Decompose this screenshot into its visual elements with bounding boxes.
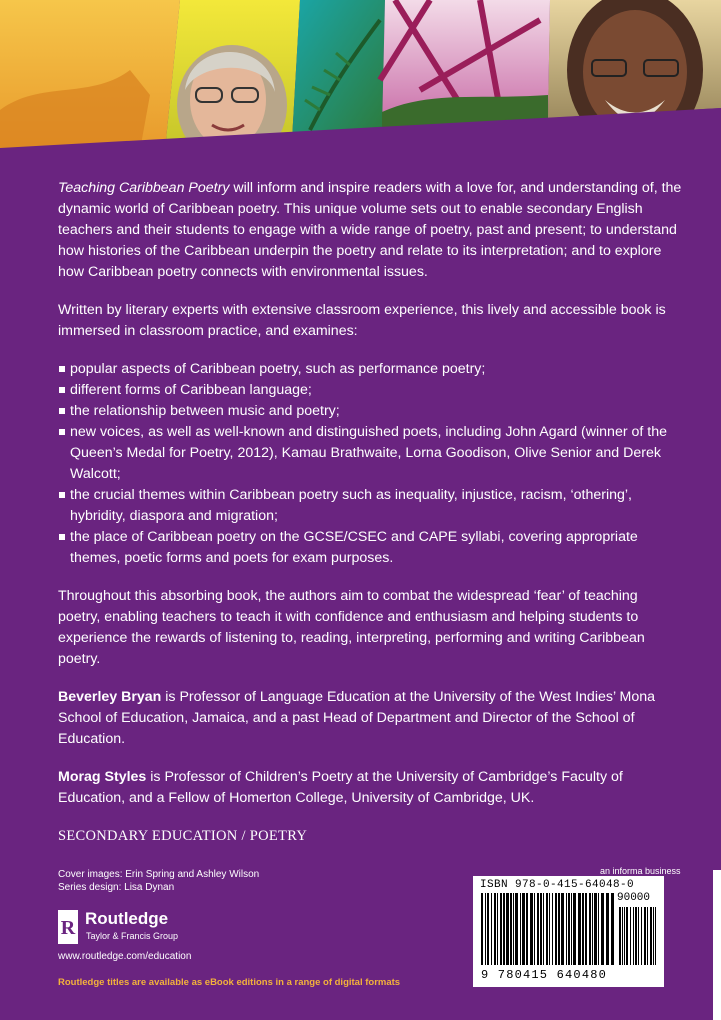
- list-item: different forms of Caribbean language;: [58, 380, 683, 401]
- informa-tagline: an informa business: [600, 866, 681, 876]
- barcode-bar: [578, 893, 581, 965]
- barcode-bar: [487, 893, 489, 965]
- barcode-bar: [491, 893, 492, 965]
- author-name: Morag Styles: [58, 769, 147, 785]
- barcode-bar: [555, 893, 557, 965]
- barcode-bar: [598, 893, 599, 965]
- barcode-bar: [611, 893, 614, 965]
- barcode-bar: [506, 893, 509, 965]
- series-design-credit: Series design: Lisa Dynan: [58, 882, 175, 893]
- list-item: the relationship between music and poetry;: [58, 401, 683, 422]
- logo-letter: R: [60, 917, 76, 939]
- price-addon: 90000: [617, 892, 651, 904]
- isbn-text: ISBN 978-0-415-64048-0: [480, 879, 635, 891]
- barcode-bar: [568, 893, 570, 965]
- addon-bar: [624, 907, 625, 965]
- list-item: new voices, as well as well-known and distinguished poets, including John Agard (winner of the Queen’s Medal for Poetry, 2012), Kamau Brathwaite, Lorna Goodison, Olive Senior and Derek Walcott;: [58, 422, 683, 485]
- addon-bar: [650, 907, 652, 965]
- barcode-bar: [510, 893, 512, 965]
- barcode-bar: [515, 893, 518, 965]
- addon-bar: [630, 907, 631, 965]
- barcode-bar: [522, 893, 525, 965]
- intro-text: will inform and inspire readers with a love for, and understanding of, the dynamic world of Caribbean poetry. This unique volume sets out to enable secondary English teachers and their students to engage with a wide range of poetry, past and present; to understand how histories of the Caribbean underpin the poetry and relate to its interpretation; and to explore how Caribbean poetry connects with environmental issues.: [58, 180, 682, 280]
- barcode-bar: [582, 893, 584, 965]
- addon-bar: [641, 907, 642, 965]
- barcode-bar: [589, 893, 591, 965]
- routledge-logo-icon: [58, 910, 78, 944]
- barcode-bar: [503, 893, 505, 965]
- cover-images-credit: Cover images: Erin Spring and Ashley Wilson: [58, 869, 260, 880]
- isbn-barcode: [473, 876, 664, 987]
- barcode-bar: [537, 893, 539, 965]
- ean-number: 9 780415 640480: [481, 968, 608, 982]
- addon-bar: [622, 907, 623, 965]
- barcode-bar: [571, 893, 572, 965]
- classroom-paragraph: Written by literary experts with extensive classroom experience, this lively and accessible book is immersed in classroom practice, and examines:: [58, 302, 666, 339]
- barcode-bar: [573, 893, 576, 965]
- publisher-name: Routledge: [85, 909, 169, 928]
- addon-bar: [619, 907, 621, 965]
- author-bio-text: is Professor of Children’s Poetry at the University of Cambridge’s Faculty of Education, and a Fellow of Homerton College, University of Cambridge, UK.: [58, 769, 623, 806]
- author-name: Beverley Bryan: [58, 689, 162, 705]
- ebook-note: Routledge titles are available as eBook editions in a range of digital formats: [58, 977, 401, 988]
- barcode-bar: [540, 893, 542, 965]
- barcode-bar: [552, 893, 553, 965]
- addon-bar: [653, 907, 654, 965]
- author-bio: [58, 767, 683, 809]
- barcode-bar: [485, 893, 486, 965]
- addon-bar: [626, 907, 628, 965]
- barcode-bar: [561, 893, 564, 965]
- addon-bar: [635, 907, 637, 965]
- barcode-bar: [546, 893, 548, 965]
- barcode-bar: [594, 893, 597, 965]
- publisher-group: Taylor & Francis Group: [86, 931, 179, 941]
- closing-paragraph: Throughout this absorbing book, the authors aim to combat the widespread ‘fear’ of teaching poetry, enabling teachers to teach it with confidence and enthusiasm and helping students to experience the rewards of listening to, reading, interpreting, performing and writing Caribbean poetry.: [58, 588, 645, 667]
- book-title: Teaching Caribbean Poetry: [58, 180, 230, 196]
- list-item: the place of Caribbean poetry on the GCSE/CSEC and CAPE syllabi, covering appropriate themes, poetic forms and poets for exam purposes.: [58, 527, 683, 569]
- barcode-bar: [549, 893, 550, 965]
- image-credits: [58, 868, 259, 894]
- barcode-bar: [543, 893, 544, 965]
- barcode-bar: [585, 893, 587, 965]
- author-bio-text: is Professor of Language Education at the University of the West Indies’ Mona School of Education, Jamaica, and a past Head of Department and Director of the School of Education.: [58, 689, 656, 747]
- barcode-bar: [558, 893, 560, 965]
- topics-list: [58, 359, 683, 569]
- cover-photo-banner: [0, 0, 721, 165]
- barcode-bar: [494, 893, 496, 965]
- list-item: popular aspects of Caribbean poetry, such as performance poetry;: [58, 359, 683, 380]
- barcode-bar: [481, 893, 483, 965]
- barcode-bar: [497, 893, 498, 965]
- addon-bar: [644, 907, 646, 965]
- barcode-bar: [534, 893, 535, 965]
- list-item: the crucial themes within Caribbean poetry such as inequality, injustice, racism, ‘othering’, hybridity, diaspora and migration;: [58, 485, 683, 527]
- addon-bar: [655, 907, 656, 965]
- barcode-bar: [566, 893, 567, 965]
- barcode-bar: [530, 893, 533, 965]
- barcode-bar: [592, 893, 593, 965]
- barcode-bar: [513, 893, 514, 965]
- barcode-bar: [601, 893, 604, 965]
- intro-paragraph: [58, 178, 683, 283]
- author-bio: [58, 687, 683, 750]
- edge-strip: [713, 870, 721, 1020]
- barcode-bar: [606, 893, 609, 965]
- addon-bar: [638, 907, 639, 965]
- subject-category: SECONDARY EDUCATION / POETRY: [58, 828, 308, 844]
- barcode-bar: [500, 893, 502, 965]
- addon-bar: [633, 907, 634, 965]
- barcode-bar: [526, 893, 528, 965]
- routledge-logo: [58, 910, 198, 946]
- publisher-url[interactable]: www.routledge.com/education: [58, 951, 192, 962]
- barcode-bar: [520, 893, 521, 965]
- back-cover-blurb: [58, 178, 683, 847]
- addon-bar: [647, 907, 648, 965]
